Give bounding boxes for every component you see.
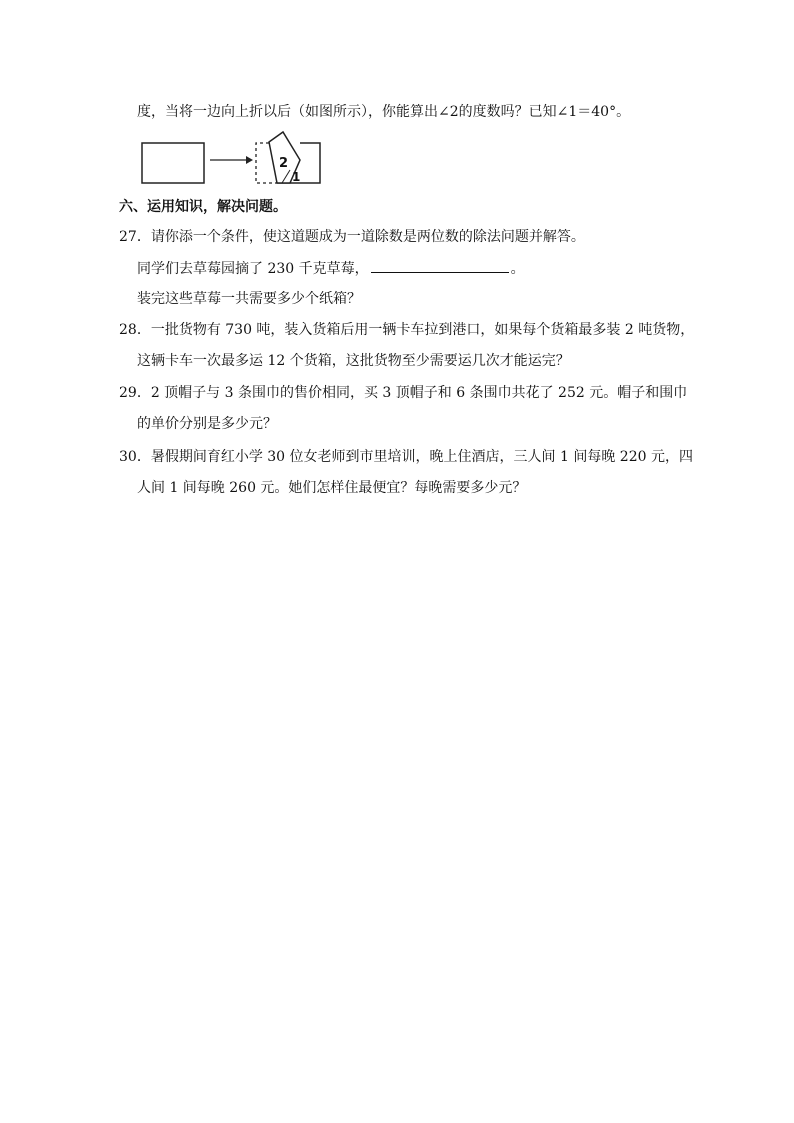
question-30-line1: 30．暑假期间育红小学 30 位女老师到市里培训，晚上住酒店，三人间 1 间每晚 220 元，四 [119, 449, 693, 465]
section-6-heading: 六、运用知识，解决问题。 [119, 199, 287, 215]
question-30-line2: 人间 1 间每晚 260 元。她们怎样住最便宜？每晚需要多少元？ [137, 480, 527, 496]
angle-2-label: 2 [279, 156, 289, 171]
question-27-line2 [137, 258, 525, 279]
question-26-continuation: 度，当将一边向上折以后（如图所示），你能算出∠2的度数吗？已知∠1＝40°。 [137, 104, 631, 120]
question-27-period: 。 [510, 261, 525, 277]
question-28-line1: 28．一批货物有 730 吨，装入货箱后用一辆卡车拉到港口，如果每个货箱最多装 2 吨货物， [119, 322, 695, 338]
question-28-line2: 这辆卡车一次最多运 12 个货箱，这批货物至少需要运几次才能运完？ [137, 353, 570, 369]
arrow-head [246, 156, 253, 164]
angle-1-label: 1 [292, 170, 301, 184]
question-27-prompt: 同学们去草莓园摘了 230 千克草莓， [137, 261, 369, 277]
folding-diagram [140, 130, 330, 190]
question-27-line3: 装完这些草莓一共需要多少个纸箱？ [137, 291, 361, 307]
original-rectangle [142, 143, 204, 183]
question-27-line1: 27．请你添一个条件，使这道题成为一道除数是两位数的除法问题并解答。 [119, 229, 585, 245]
question-29-line2: 的单价分别是多少元？ [137, 416, 277, 432]
question-29-line1: 29．2 顶帽子与 3 条围巾的售价相同，买 3 顶帽子和 6 条围巾共花了 252 元。帽子和围巾 [119, 385, 688, 401]
answer-blank[interactable] [371, 258, 509, 273]
